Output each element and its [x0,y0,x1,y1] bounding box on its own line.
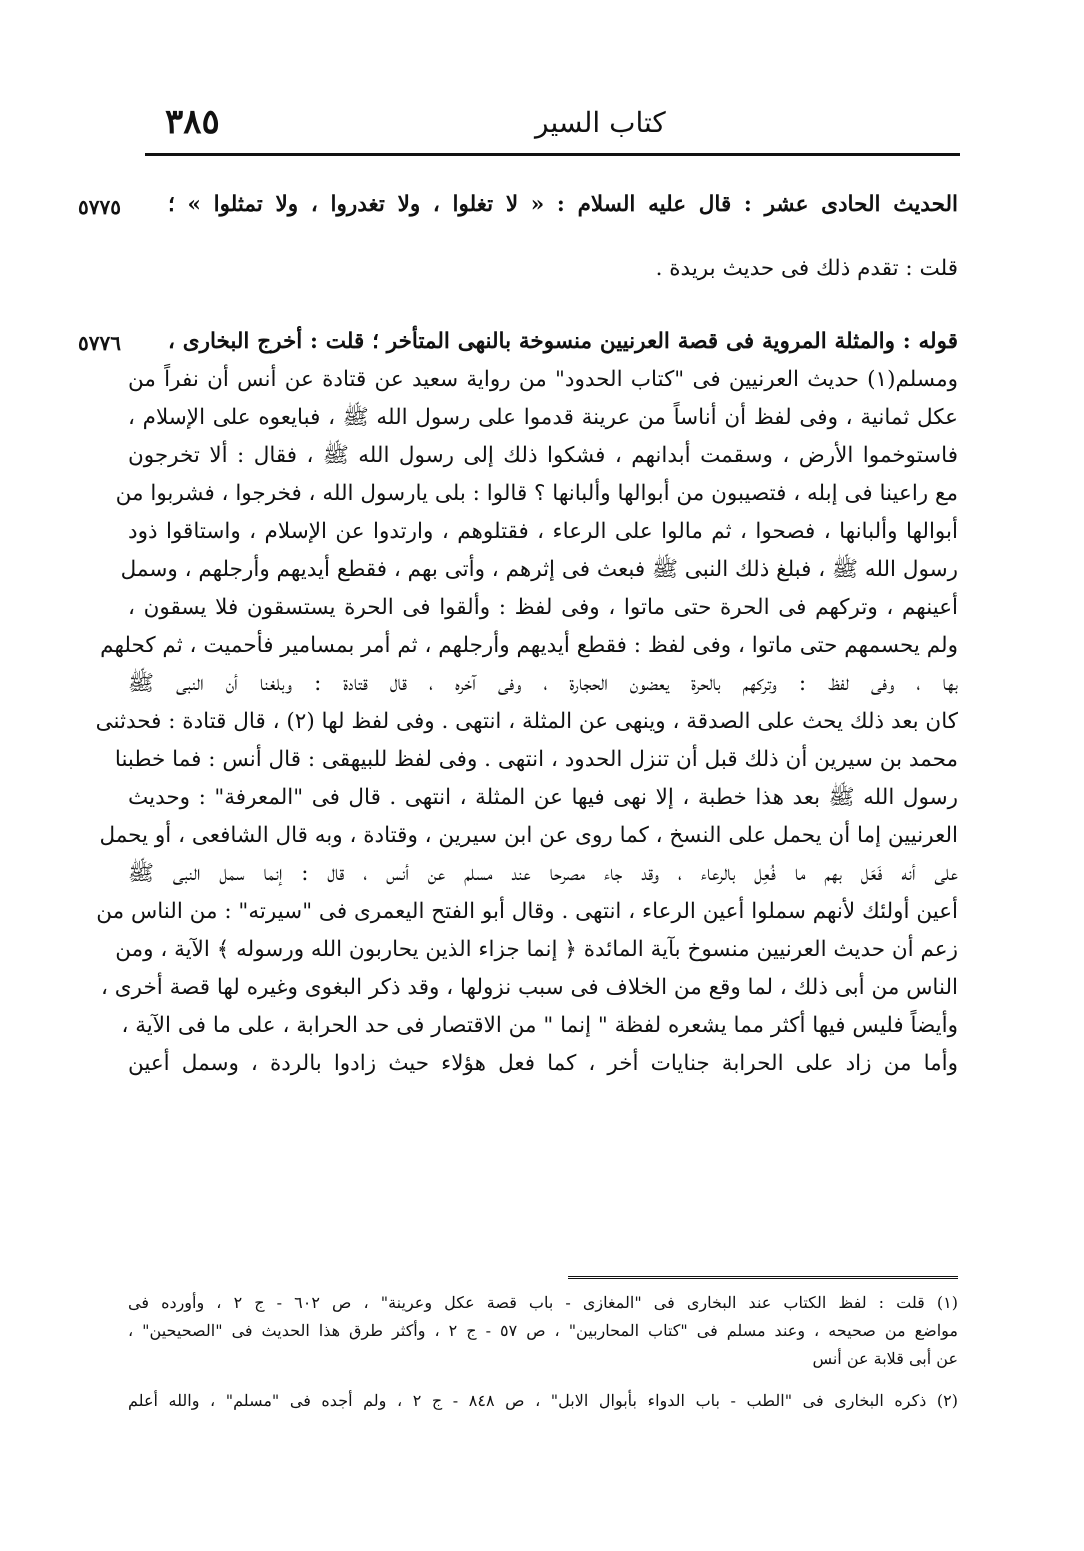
text-line: مع راعينا فى إبله ، فتصيبون من أبوالها وألبانها ؟ قالوا : بلى يارسول الله ، فخرجوا ، فشربوا من [115,481,958,506]
footnote-line: (٢) ذكره البخارى فى "الطب - باب الدواء بأبوال الابل" ، ص ٨٤٨ - ج ٢ ، ولم أجده فى "مسلم" ، والله أعلم [128,1391,959,1410]
entry-number: ٥٧٧٥ [78,195,121,219]
text-line: كان بعد ذلك يحث على الصدقة ، وينهى عن المثلة ، انتهى . وفى لفظ لها (٢) ، قال قتادة : فحدثنى [95,709,958,734]
text-line: رسول الله ﷺ ، فبلغ ذلك النبى ﷺ فبعث فى إثرهم ، وأتى بهم ، فقطع أيديهم وأرجلهم ، وسمل [120,557,958,582]
text-line: وأيضاً فليس فيها أكثر مما يشعره لفظة " إنما " من الاقتصار فى حد الحرابة ، على ما فى الآية ، [121,1013,958,1038]
text-line: الناس من أبى ذلك ، لما وقع من الخلاف فى سبب نزولها ، وقد ذكر البغوى وغيره لها قصة أخرى ، [101,975,958,1000]
text-line: أعينهم ، وتركهم فى الحرة حتى ماتوا ، وفى لفظ : وألقوا فى الحرة يستسقون فلا يسقون ، [128,595,958,620]
footnote-line: (١) قلت : لفظ الكتاب عند البخارى فى "المغازى - باب قصة عكل وعرينة" ، ص ٦٠٢ - ج ٢ ، وأورده فى [128,1293,958,1312]
text-line: قوله : والمثلة المروية فى قصة العرنيين منسوخة بالنهى المتأخر ؛ قلت : أخرج البخارى ، [168,329,958,354]
text-line: محمد بن سيرين أن ذلك قبل أن تنزل الحدود ، انتهى . وفى لفظ للبيهقى : قال أنس : فما خطبنا [114,747,958,772]
text-line: قلت : تقدم ذلك فى حديث بريدة . [655,256,958,281]
text-line: أبوالها وألبانها ، فصحوا ، ثم مالوا على الرعاء ، فقتلوهم ، وارتدوا عن الإسلام ، واستاقوا ذود [128,519,958,544]
text-line: على أنه فَعَل بهم ما فُعِل بالرعاء ، وقد جاء مصرحا عند مسلم عن أنس ، قال : إنما سمل النبى ﷺ [128,861,958,886]
footnote-line: مواضع من صحيحه ، وعند مسلم فى "كتاب المحاربين" ، ص ٥٧ - ج ٢ ، وأكثر طرق هذا الحديث فى "الصحيحين" ، [128,1321,958,1340]
text-line: الحديث الحادى عشر : قال عليه السلام : « لا تغلوا ، ولا تغدروا ، ولا تمثلوا » ؛ [168,192,958,217]
page-number: ٣٨٥ [165,102,220,142]
header-rule [145,153,960,156]
text-line: وأما من زاد على الحرابة جنايات أخر ، كما فعل هؤلاء حيث زادوا بالردة ، وسمل أعين [128,1051,958,1076]
text-line: عكل ثمانية ، وفى لفظ أن أناساً من عرينة قدموا على رسول الله ﷺ ، فبايعوه على الإسلام ، [128,405,958,430]
text-line: العرنيين إما أن يحمل على النسخ ، كما روى عن ابن سيرين ، وقتادة ، وبه قال الشافعى ، أو يحمل [99,823,958,848]
text-line: ولم يحسمهم حتى ماتوا ، وفى لفظ : فقطع أيديهم وأرجلهم ، ثم أمر بمسامير فأحميت ، ثم كحلهم [100,633,958,658]
text-line: رسول الله ﷺ بعد هذا خطبة ، إلا نهى فيها عن المثلة ، انتهى . قال فى "المعرفة" : وحديث [128,785,958,810]
entry-number: ٥٧٧٦ [78,331,121,355]
footnote-line: عن أبى قلابة عن أنس [812,1349,958,1368]
page-header [145,92,960,148]
text-line: فاستوخموا الأرض ، وسقمت أبدانهم ، فشكوا ذلك إلى رسول الله ﷺ ، فقال : ألا تخرجون [128,443,958,468]
running-title: كتاب السير [535,106,666,139]
text-line: زعم أن حديث العرنيين منسوخ بآية المائدة ﴿ إنما جزاء الذين يحاربون الله ورسوله ﴾ الآية ، ومن [115,937,958,962]
text-line: أعين أولئك لأنهم سملوا أعين الرعاء ، انتهى . وقال أبو الفتح اليعمرى فى "سيرته" : من الناس من [96,899,958,924]
footnote-rule [568,1276,958,1281]
text-line: ومسلم(١) حديث العرنيين فى "كتاب الحدود" من رواية سعيد عن قتادة عن أنس أن نفراً من [128,367,958,392]
text-line: بها ، وفى لفظ : وتركهم بالحرة يعضون الحجارة ، وفى آخره ، قال قتادة : وبلغنا أن النبى ﷺ [128,671,958,696]
